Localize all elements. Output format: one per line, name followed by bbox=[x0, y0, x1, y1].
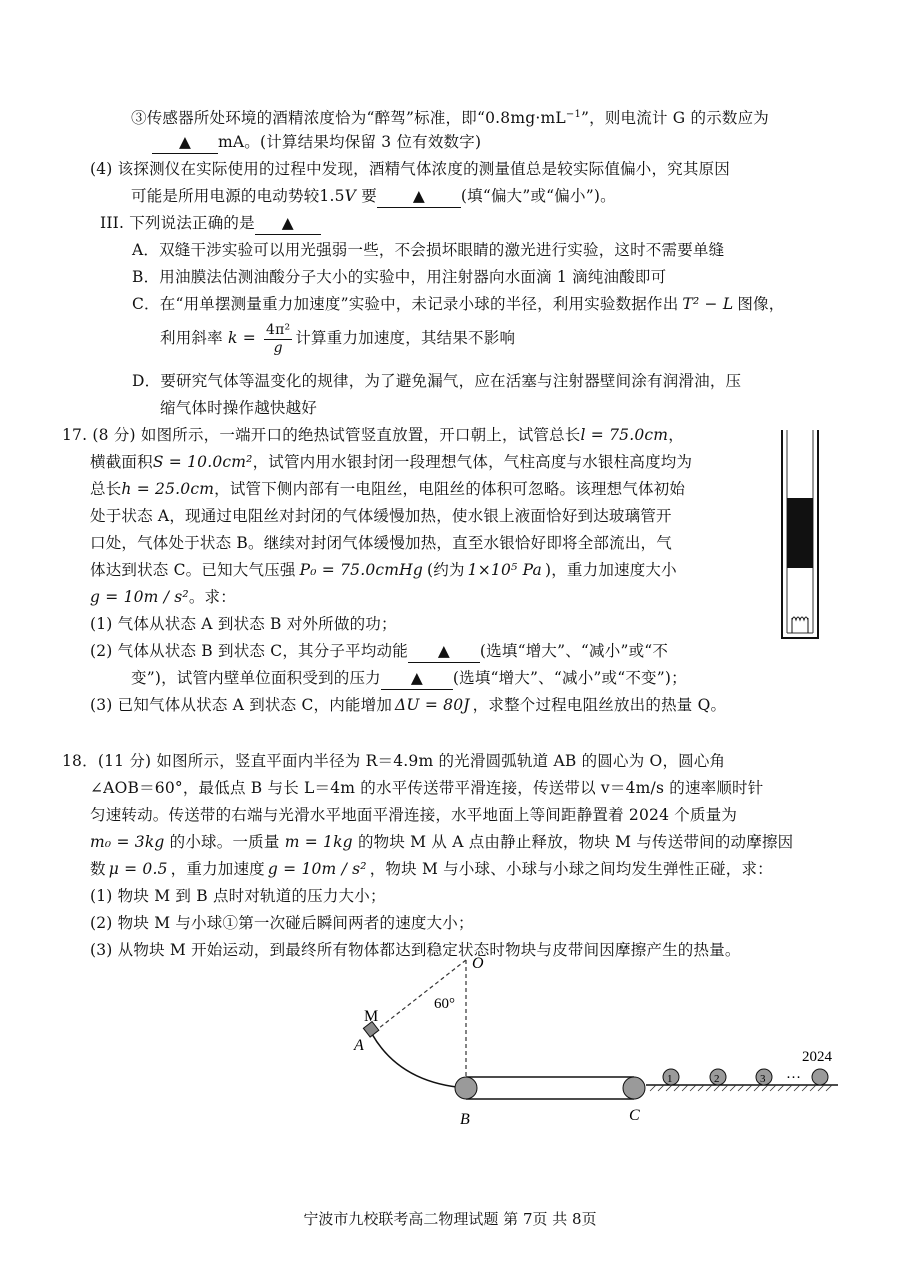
q18-sub-3: (3) 从物块 M 开始运动，到最终所有物体都达到稳定状态时物块与皮带间因摩擦产生的热量。 bbox=[90, 941, 741, 959]
label-o: O bbox=[472, 955, 484, 972]
q17-line-2: 横截面积S = 10.0cm²，试管内用水银封闭一段理想气体，气柱高度与水银柱高度均为 bbox=[90, 453, 693, 471]
q17-line-1: 17. (8 分) 如图所示，一端开口的绝热试管竖直放置，开口朝上，试管总长l = 75.0cm， bbox=[62, 426, 684, 444]
q18-line-5: 数 μ = 0.5 ，重力加速度 g = 10m / s² ，物块 M 与小球、小球与小球之间均发生弹性正碰，求： bbox=[90, 860, 773, 878]
option-d-line-1: D．要研究气体等温变化的规律，为了避免漏气，应在活塞与注射器壁间涂有润滑油，压 bbox=[132, 372, 742, 390]
q16-part-4-line-2: 可能是所用电源的电动势较1.5V 要 ▲ (填“偏大”或“偏小”)。 bbox=[131, 185, 616, 208]
q17-sub-3: (3) 已知气体从状态 A 到状态 C，内能增加 ΔU = 80J ，求整个过程电阻丝放出的热量 Q。 bbox=[90, 696, 727, 714]
q18-line-4: m₀ = 3kg 的小球。一质量 m = 1kg 的物块 M 从 A 点由静止释放，物块 M 与传送带间的动摩擦因 bbox=[90, 833, 794, 851]
q18-line-2: ∠AOB＝60°，最低点 B 与长 L＝4m 的水平传送带平滑连接，传送带以 v＝4m/s 的速率顺时针 bbox=[90, 779, 764, 797]
pulley-b bbox=[455, 1077, 477, 1099]
option-b: B．用油膜法估测油酸分子大小的实验中，用注射器向水面滴 1 滴纯油酸即可 bbox=[132, 268, 667, 286]
label-2024: 2024 bbox=[802, 1049, 832, 1065]
answer-blank[interactable]: ▲ bbox=[408, 640, 480, 663]
page-footer: 宁波市九校联考高二物理试题 第 7页 共 8页 bbox=[303, 1210, 597, 1228]
label-c: C bbox=[629, 1107, 640, 1124]
ball-label-2: 2 bbox=[714, 1073, 720, 1085]
formula: T² − L bbox=[682, 295, 734, 313]
superscript: −1 bbox=[565, 109, 582, 120]
q18-sub-1: (1) 物块 M 到 B 点时对轨道的压力大小； bbox=[90, 887, 386, 905]
q18-line-1: 18．(11 分) 如图所示，竖直平面内半径为 R＝4.9m 的光滑圆弧轨道 AB 的圆心为 O，圆心角 bbox=[62, 752, 726, 770]
q16-line-1: ③传感器所处环境的酒精浓度恰为“醉驾”标准，即“$0.8mg\cdot mL^{-1}$”，则电流计 G 的示数应为 bbox=[131, 109, 769, 128]
answer-blank[interactable]: ▲ bbox=[377, 185, 461, 208]
option-d-line-2: 缩气体时操作越快越好 bbox=[160, 399, 318, 417]
arc-track-ab bbox=[372, 1034, 466, 1088]
resistance-wire bbox=[792, 617, 808, 620]
q18-line-3: 匀速转动。传送带的右端与光滑水平地面平滑连接，水平地面上等间距静置着 2024 个质量为 bbox=[90, 806, 738, 824]
q17-sub-2-line-1: (2) 气体从状态 B 到状态 C，其分子平均动能 ▲ (选填“增大”、“减小”或“不 bbox=[90, 640, 668, 663]
ground-hatch bbox=[650, 1085, 832, 1091]
q17-line-5: 口处，气体处于状态 B。继续对封闭气体缓慢加热，直至水银恰好即将全部流出，气 bbox=[90, 534, 672, 552]
label-m: M bbox=[364, 1008, 379, 1025]
q18-sub-2: (2) 物块 M 与小球①第一次碰后瞬间两者的速度大小； bbox=[90, 914, 474, 932]
label-angle: 60° bbox=[434, 996, 455, 1012]
q16-part-3-title: III. 下列说法正确的是 ▲ bbox=[100, 212, 321, 235]
pulley-c bbox=[623, 1077, 645, 1099]
answer-blank[interactable]: ▲ bbox=[152, 131, 218, 154]
q16-part-4-line-1: (4) 该探测仪在实际使用的过程中发现，酒精气体浓度的测量值总是较实际值偏小，究其原因 bbox=[90, 160, 730, 178]
q17-line-7: g = 10m / s²。求： bbox=[90, 588, 236, 606]
mercury-column bbox=[787, 498, 813, 568]
test-tube-figure bbox=[770, 428, 830, 646]
q16-line-2: ▲ mA。(计算结果均保留 3 位有效数字) bbox=[152, 131, 481, 154]
q17-line-6: 体达到状态 C。已知大气压强 P₀ = 75.0cmHg (约为 1×10⁵ Pa )，重力加速度大小 bbox=[90, 561, 677, 579]
ellipsis: … bbox=[786, 1066, 801, 1082]
ball-2024 bbox=[812, 1069, 828, 1085]
q17-sub-1: (1) 气体从状态 A 到状态 B 对外所做的功； bbox=[90, 615, 397, 633]
answer-blank[interactable]: ▲ bbox=[381, 667, 453, 690]
ball-label-3: 3 bbox=[760, 1073, 766, 1085]
answer-blank[interactable]: ▲ bbox=[255, 212, 321, 235]
label-a: A bbox=[354, 1037, 364, 1054]
conveyor-diagram bbox=[340, 948, 860, 1138]
label-b: B bbox=[460, 1111, 470, 1128]
option-c-line-1: C．在“用单摆测量重力加速度”实验中，未记录小球的半径，利用实验数据作出 T² − L 图像， bbox=[132, 295, 785, 313]
q17-sub-2-line-2: 变”)，试管内壁单位面积受到的压力 ▲ (选填“增大”、“减小”或“不变”)； bbox=[131, 667, 687, 690]
option-c-line-2: 利用斜率 k = $\frac{\text{4π²}}{g}$ 计算重力加速度，其结果不影响 bbox=[160, 321, 516, 356]
q17-line-4: 处于状态 A，现通过电阻丝对封闭的气体缓慢加热，使水银上液面恰好到达玻璃管开 bbox=[90, 507, 672, 525]
q17-line-3: 总长h = 25.0cm，试管下侧内部有一电阻丝，电阻丝的体积可忽略。该理想气体初始 bbox=[90, 480, 686, 498]
option-a: A．双缝干涉实验可以用光强弱一些，不会损坏眼睛的激光进行实验，这时不需要单缝 bbox=[132, 241, 725, 259]
slope-fraction: $\frac{\text{4π²}}{g}$ bbox=[266, 321, 291, 356]
ball-label-1: 1 bbox=[667, 1073, 673, 1085]
